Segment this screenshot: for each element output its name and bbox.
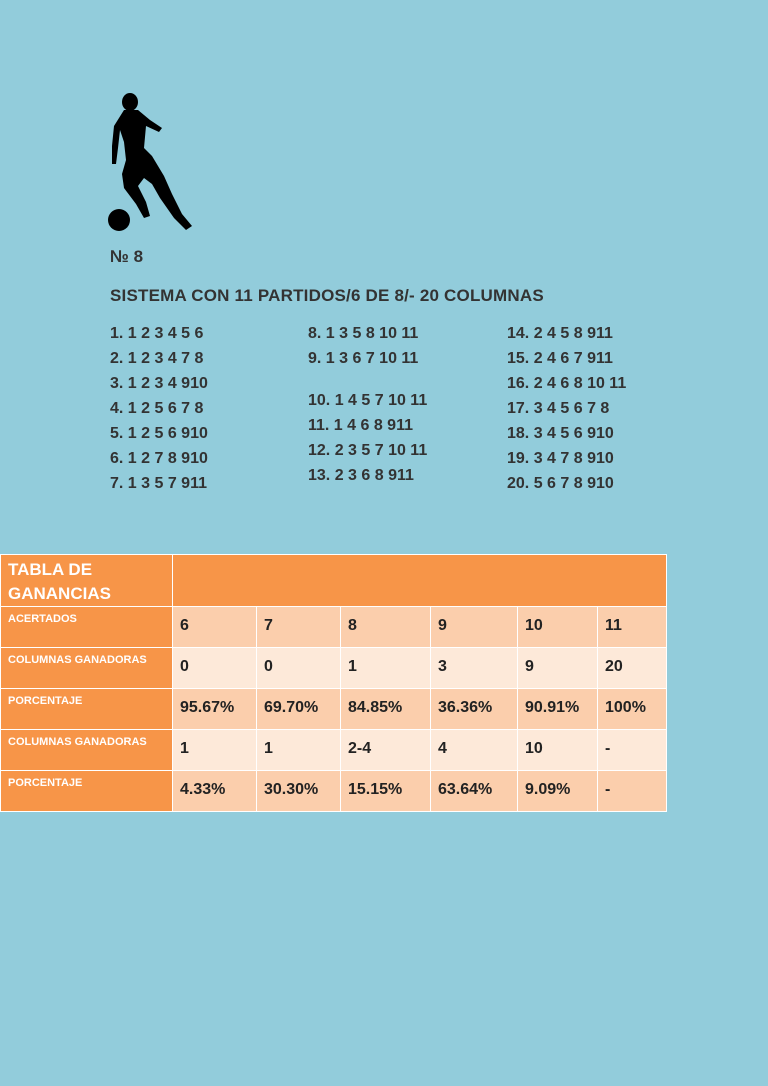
table-cell: 1 <box>341 648 431 689</box>
table-title: TABLA DE GANANCIAS <box>1 555 173 607</box>
list-item: 12. 2 3 5 7 10 11 <box>308 442 428 459</box>
list-item: 15. 2 4 6 7 911 <box>507 350 613 367</box>
table-cell: 10 <box>518 607 598 648</box>
table-cell: 1 <box>257 730 341 771</box>
table-cell: 84.85% <box>341 689 431 730</box>
list-item: 9. 1 3 6 7 10 11 <box>308 350 419 367</box>
table-cell: 4 <box>431 730 518 771</box>
columns-list-1 <box>110 321 208 496</box>
system-title: SISTEMA CON 11 PARTIDOS/6 DE 8/- 20 COLUMNAS <box>110 286 544 305</box>
table-header-row <box>1 555 667 607</box>
table-cell: 2-4 <box>341 730 431 771</box>
list-item: 6. 1 2 7 8 910 <box>110 450 208 467</box>
list-item: 2. 1 2 3 4 7 8 <box>110 350 204 367</box>
table-cell: 100% <box>598 689 667 730</box>
table-cell: 1 <box>173 730 257 771</box>
table-cell: 9 <box>431 607 518 648</box>
list-gap <box>308 371 427 388</box>
list-item: 14. 2 4 5 8 911 <box>507 325 613 342</box>
soccer-player-icon <box>106 90 198 234</box>
list-item: 1. 1 2 3 4 5 6 <box>110 325 204 342</box>
table-cell: 0 <box>257 648 341 689</box>
table-cell: 6 <box>173 607 257 648</box>
row-label: COLUMNAS GANADORAS <box>1 730 173 771</box>
table-cell: 90.91% <box>518 689 598 730</box>
gains-table <box>0 554 667 812</box>
system-number: № 8 <box>110 247 144 266</box>
table-cell: 10 <box>518 730 598 771</box>
list-item: 16. 2 4 6 8 10 11 <box>507 375 627 392</box>
table-cell: 9.09% <box>518 771 598 812</box>
columns-list-3 <box>507 321 626 496</box>
list-item: 8. 1 3 5 8 10 11 <box>308 325 419 342</box>
list-item: 11. 1 4 6 8 911 <box>308 417 413 434</box>
table-cell: 8 <box>341 607 431 648</box>
table-header-blank <box>173 555 667 607</box>
table-cell: 69.70% <box>257 689 341 730</box>
table-row <box>1 771 667 812</box>
table-cell: 95.67% <box>173 689 257 730</box>
list-item: 4. 1 2 5 6 7 8 <box>110 400 204 417</box>
row-label: PORCENTAJE <box>1 771 173 812</box>
list-item: 17. 3 4 5 6 7 8 <box>507 400 610 417</box>
list-item: 13. 2 3 6 8 911 <box>308 467 414 484</box>
table-cell: 4.33% <box>173 771 257 812</box>
table-cell: 20 <box>598 648 667 689</box>
list-item: 5. 1 2 5 6 910 <box>110 425 208 442</box>
row-label: COLUMNAS GANADORAS <box>1 648 173 689</box>
row-label: PORCENTAJE <box>1 689 173 730</box>
table-row <box>1 730 667 771</box>
table-cell: 0 <box>173 648 257 689</box>
list-item: 10. 1 4 5 7 10 11 <box>308 392 428 409</box>
row-label: ACERTADOS <box>1 607 173 648</box>
table-cell: 63.64% <box>431 771 518 812</box>
table-cell: 36.36% <box>431 689 518 730</box>
table-cell: 3 <box>431 648 518 689</box>
table-cell: 15.15% <box>341 771 431 812</box>
table-row <box>1 648 667 689</box>
table-cell: 30.30% <box>257 771 341 812</box>
table-row <box>1 689 667 730</box>
table-cell: - <box>598 730 667 771</box>
table-cell: 9 <box>518 648 598 689</box>
list-item: 20. 5 6 7 8 910 <box>507 475 614 492</box>
list-item: 3. 1 2 3 4 910 <box>110 375 208 392</box>
table-cell: - <box>598 771 667 812</box>
columns-list-2 <box>308 321 427 488</box>
table-row <box>1 607 667 648</box>
list-item: 7. 1 3 5 7 911 <box>110 475 207 492</box>
list-item: 19. 3 4 7 8 910 <box>507 450 614 467</box>
table-cell: 11 <box>598 607 667 648</box>
table-cell: 7 <box>257 607 341 648</box>
list-item: 18. 3 4 5 6 910 <box>507 425 614 442</box>
